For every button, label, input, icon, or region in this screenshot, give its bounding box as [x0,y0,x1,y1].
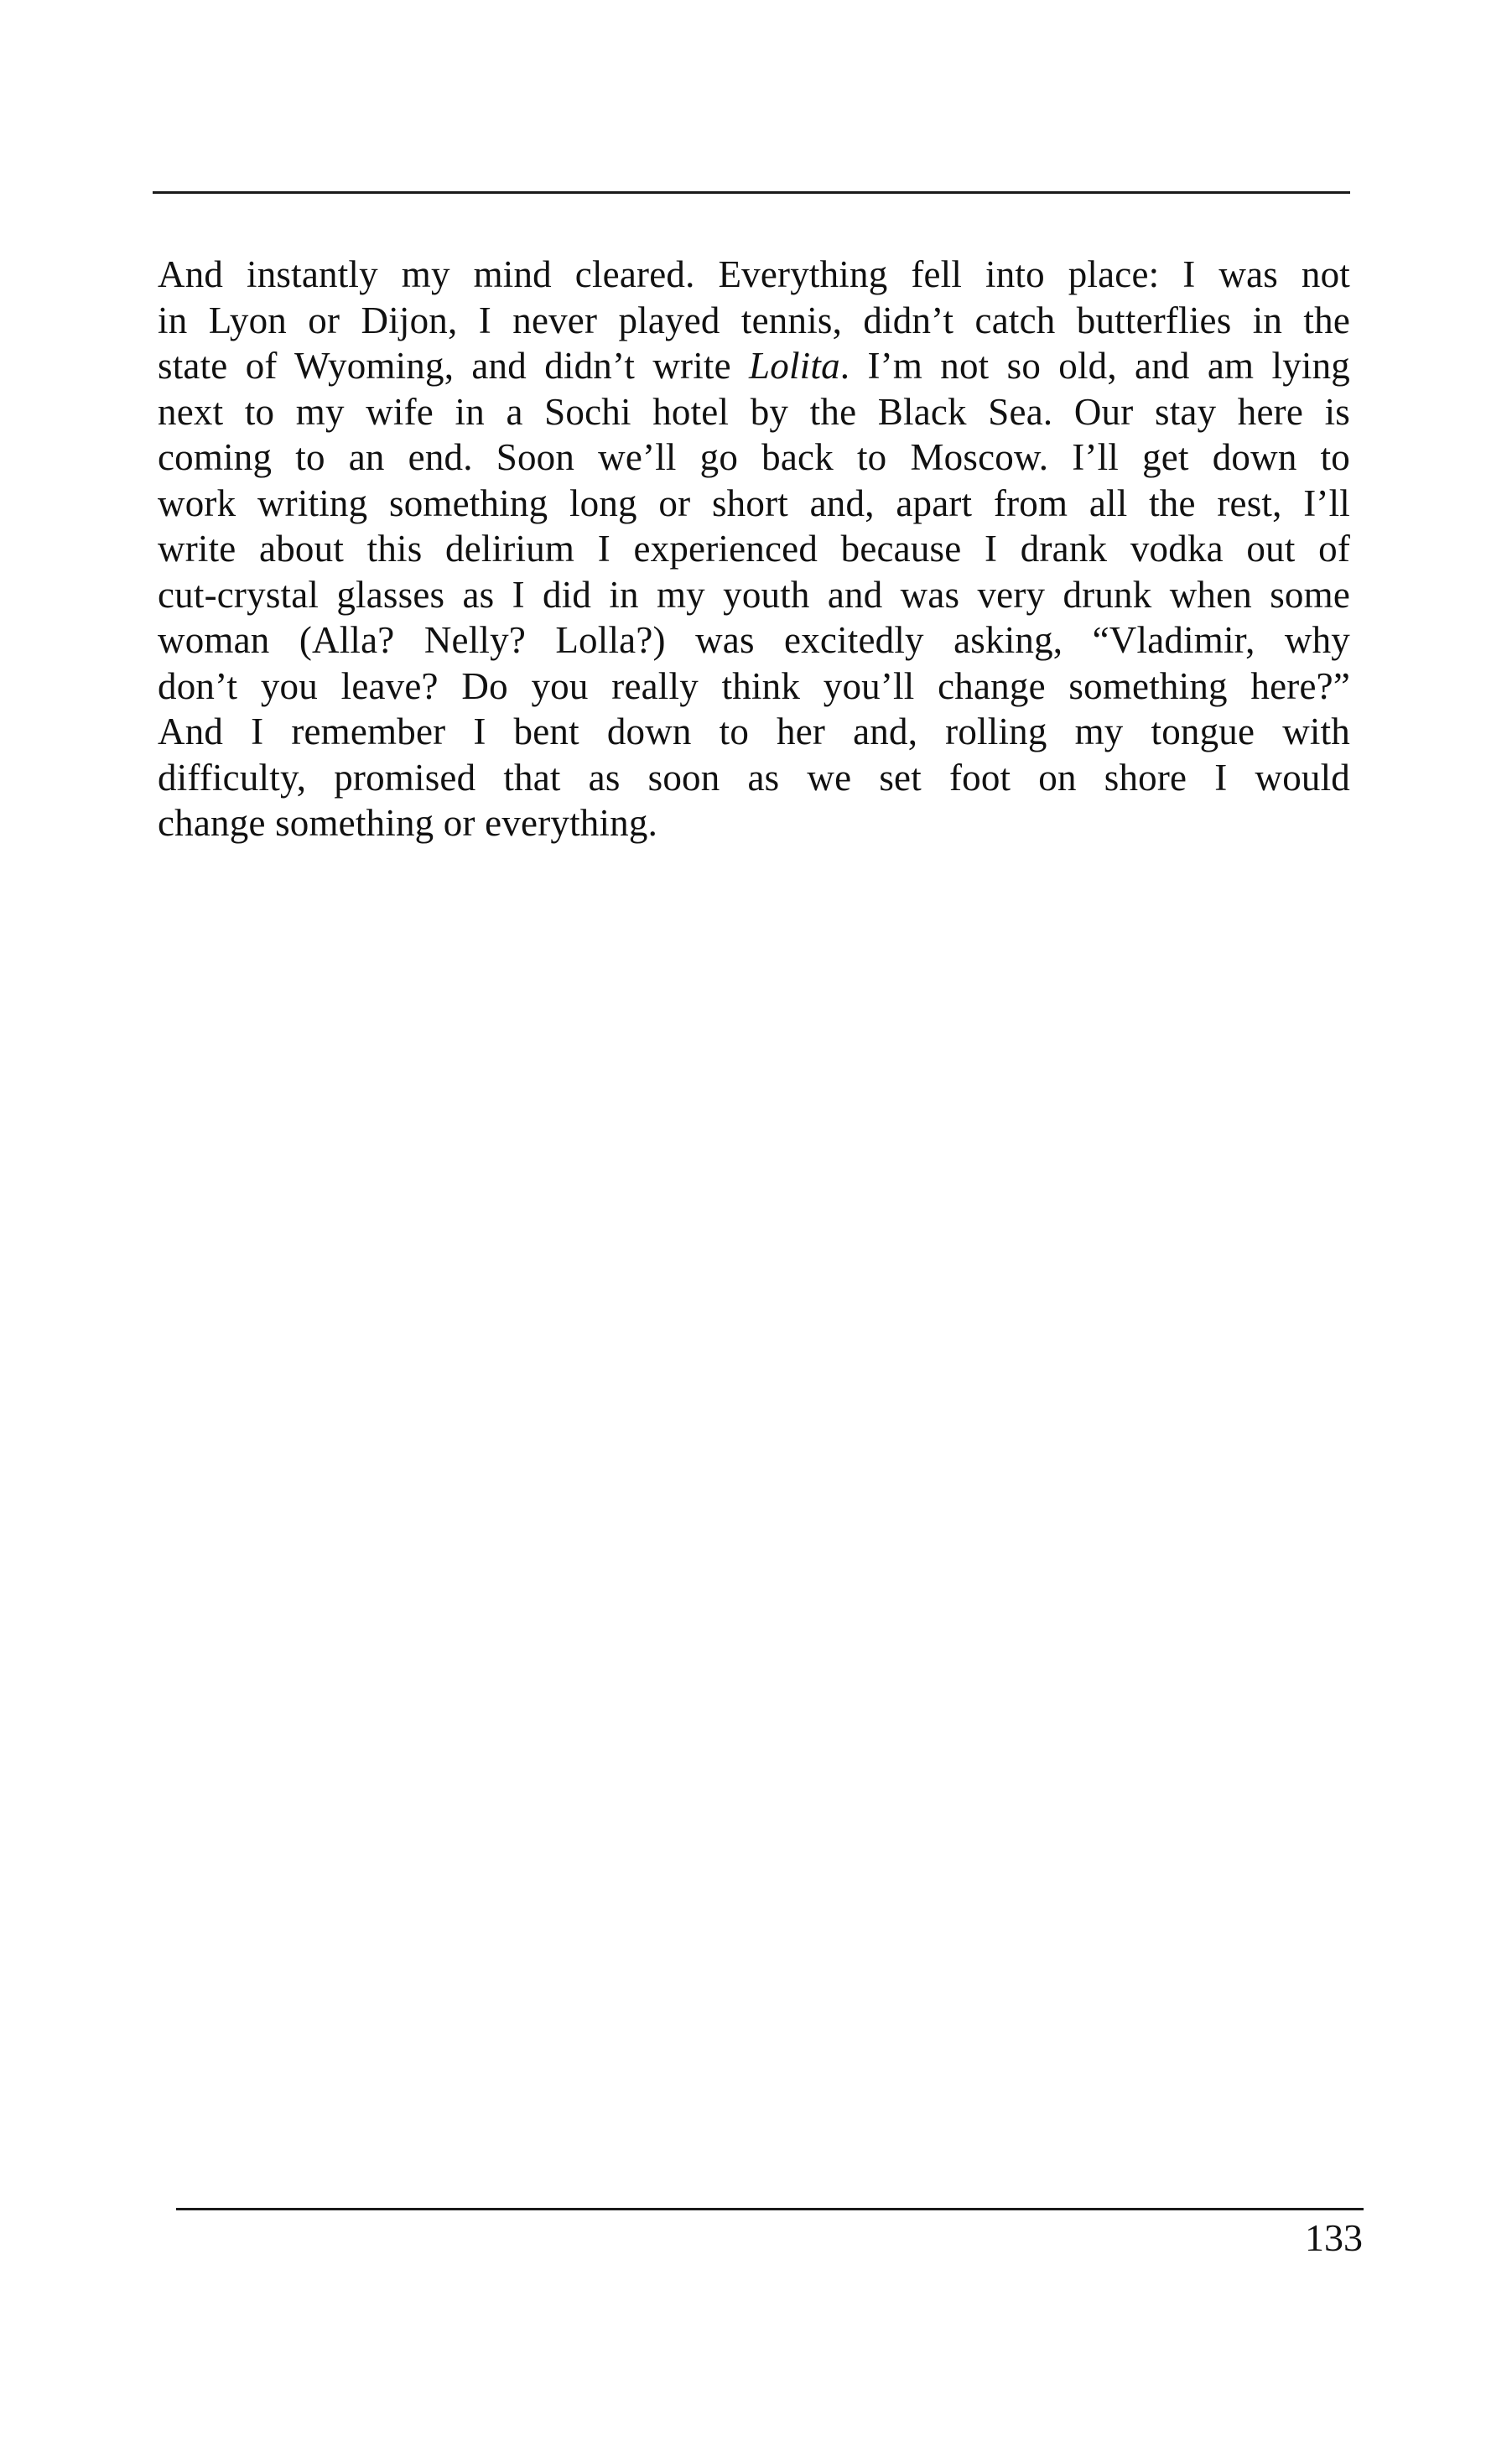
text-line [158,298,1350,344]
text-segment: change something or everything. [158,802,658,844]
text-segment: And I remember I bent down to her and, rolling my tongue with [158,711,1350,752]
text-segment: . I’m not so old, and am lying [839,345,1350,387]
text-line [158,343,1350,389]
text-line [158,617,1350,664]
text-segment: difficulty, promised that as soon as we set foot on shore I would [158,756,1350,799]
text-segment: woman (Alla? Nelly? Lolla?) was excitedly asking, “Vladimir, why [158,619,1350,661]
text-line [158,252,1350,298]
text-segment: write about this delirium I experienced because I drank vodka out of [158,528,1350,570]
italic-title: Lolita [749,345,840,387]
text-line [158,755,1350,801]
page-number: 133 [1305,2216,1363,2259]
top-rule [153,191,1350,194]
text-segment: don’t you leave? Do you really think you’ll change something here?” [158,664,1350,707]
bottom-rule [176,2208,1364,2210]
text-line [158,526,1350,572]
text-segment: in Lyon or Dijon, I never played tennis, didn’t catch butterflies in the [158,299,1350,341]
text-line [158,481,1350,527]
text-segment: And instantly my mind cleared. Everything fell into place: I was not [158,253,1350,295]
text-segment: state of Wyoming, and didn’t write [158,345,750,387]
text-line [158,709,1350,755]
text-line [158,572,1350,618]
text-line [158,389,1350,435]
text-segment: work writing something long or short and, apart from all the rest, I’ll [158,482,1350,524]
text-line [158,664,1350,710]
body-paragraph [158,252,1350,846]
text-segment: next to my wife in a Sochi hotel by the Black Sea. Our stay here is [158,390,1350,433]
text-segment: coming to an end. Soon we’ll go back to Moscow. I’ll get down to [158,436,1350,478]
text-line [158,800,1350,846]
text-line [158,435,1350,481]
text-segment: cut-crystal glasses as I did in my youth and was very drunk when some [158,573,1350,616]
